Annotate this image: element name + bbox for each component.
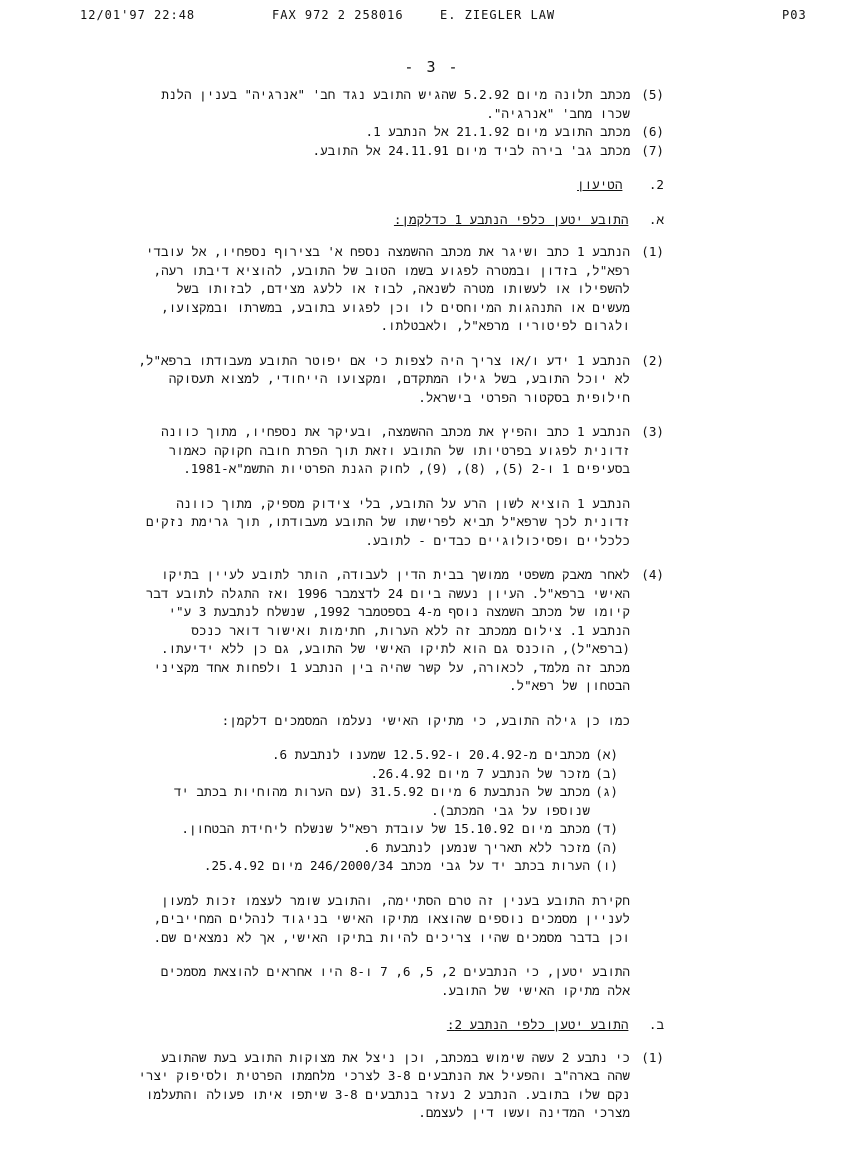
paragraph-text: [64, 566, 630, 696]
text-line: הנתבע 1 ידע ו/או צריך היה לצפות כי אם יפוטר התובע מעבודתו ברפא"ל,: [138, 352, 630, 368]
section-number: 2.: [648, 177, 664, 192]
subsection-letter: א.: [648, 211, 664, 227]
fax-date-time: 12/01'97 22:48: [80, 8, 196, 22]
fax-page-code: P03: [782, 8, 807, 22]
numbered-paragraph: [64, 1049, 664, 1123]
text-line: מעשים או התנהגות המיוחסים לו וכן לפגוע בתובע, במשרתו ובמקצועו,: [161, 299, 630, 315]
list-item: [64, 765, 618, 784]
text-line: הנתבע 1 כתב והפיץ את מכתב ההשמצה, ובעיקר את נספחיו, מתוך כוונה: [161, 424, 630, 439]
text-line: ולגרום לפיטוריו מרפא"ל, ולאבטלתו.: [380, 318, 630, 333]
text-line: חקירת התובע בענין זה טרם הסתיימה, והתובע שומר לעצמו זכות למעון: [161, 892, 630, 908]
text-line: רפא"ל, בזדון ובמטרה לפגוע בשמו הטוב של התובע, להוציא דיבתו רעה,: [153, 262, 630, 278]
fax-header: [0, 8, 864, 28]
exhibit-text: מכתב גב' בירה לביד מיום 24.11.91 אל התובע.: [312, 142, 631, 158]
text-line: להשפילו או לעשותו מטרה לשנאה, לבוז או ללעג מצידם, לבזותו בשל: [176, 281, 630, 296]
text-line: מצרכי המדינה ועשו דין לעצמם.: [418, 1105, 630, 1120]
paragraph-number: (1): [641, 244, 664, 259]
list-item-letter: (ו): [595, 858, 618, 873]
text-line: (ברפא"ל), הוכנס גם הוא לתיקו האישי של התובע, גם כן ללא ידיעתו.: [161, 641, 630, 656]
text-line: מכתב של הנתבעת 6 מיום 31.5.92 (עם הערות מהוחיות בכתב יד: [173, 784, 590, 799]
paragraph-number: (1): [641, 1049, 664, 1065]
subsection-letter: ב.: [648, 1017, 664, 1032]
text-line: הנתבע 1 הוציא לשון הרע על התובע, בלי צידוק מספיק, מתוך כוונה: [176, 495, 630, 511]
fax-number: FAX 972 2 258016: [272, 8, 404, 22]
list-item: [64, 746, 618, 765]
text-line: מכתב זה מלמד, לכאורה, על קשר שהיה בין הנתבע 1 ולפחות אחד מקציני: [153, 659, 630, 675]
text-line: אלה מתיקו האישי של התובע.: [440, 982, 630, 998]
list-item-text: מכתב מיום 15.10.92 של עובדת רפא"ל שנשלח ליחידת הבטחון.: [181, 821, 590, 836]
list-item-text: מכתבים מ-20.4.92 ו-12.5.92 שמענו לנתבעת 6.: [271, 747, 590, 762]
section-title: הטיעון: [577, 177, 623, 192]
section-heading: [64, 176, 664, 195]
list-item-letter: (ה): [595, 839, 618, 855]
paragraph-text: [64, 423, 630, 479]
exhibit-text-continued: שכרו מחב' "אנרגיה".: [486, 105, 630, 121]
text-line: הנתבע 1 כתב ושיגר את מכתב ההשמצה נספח א' בצירוף נספחיו, אל עובדי: [145, 244, 630, 259]
text-line: זדונית לכך שרפא"ל תביא לפרישתו של התובע מעבודתו, תוך גרימת נזקים: [146, 514, 630, 529]
exhibit-text: מכתב התובע מיום 21.1.92 אל הנתבע 1.: [365, 124, 631, 139]
text-line: קיומו של מכתב השמצה נוסף מ-4 בספטמבר 1992, שנשלח לנתבעת 3 ע"י: [168, 604, 630, 619]
exhibit-text: מכתב תלונה מיום 5.2.92 שהגיש התובע נגד חב' "אנרגיה" בענין הלנת: [161, 87, 631, 102]
exhibit-number: (6): [641, 124, 664, 139]
list-item-letter: (א): [595, 747, 618, 762]
text-line: התובע יטען, כי הנתבעים 2, 5, 6, 7 ו-8 היו אחראים להוצאת מסמכים: [160, 964, 630, 979]
exhibit-item: [64, 123, 664, 142]
text-line: שהה בארה"ב והפעיל את הנתבעים 3-8 לצרכי מלחמתו הפרטית ולסיפוק יצרי: [138, 1068, 630, 1083]
text-line: כלכליים ופסיכולוגיים כבדים - לתובע.: [365, 532, 630, 548]
subsection-heading: [64, 1016, 664, 1035]
list-item-text: מזכר של הנתבע 7 מיום 26.4.92.: [370, 765, 590, 781]
numbered-paragraph: [64, 352, 664, 408]
text-line: שנוספו על גבי המכתב).: [431, 802, 590, 818]
text-line: וכן בדבר מסמכים שהיו צריכים להיות בתיקו האישי, אך לא נמצאים שם.: [153, 929, 630, 945]
list-item-text: [64, 783, 590, 820]
numbered-paragraph: [64, 423, 664, 479]
text-line: כי נתבע 2 עשה שימוש במכתב, וכן ניצל את מצוקות התובע בעת שהתובע: [161, 1049, 630, 1065]
exhibit-item: [64, 86, 664, 105]
paragraph-number: (3): [641, 424, 664, 439]
paragraph-number: (2): [641, 352, 664, 368]
exhibit-item: [64, 142, 664, 161]
list-item-text: מזכר ללא תאריך שנמען לנתבעת 6.: [363, 839, 590, 855]
text-line: לעניין מסמכים נוספים שהוצאו מתיקו האישי בניגוד לנהלים המחייבים,: [153, 911, 630, 926]
text-line: לאחר מאבק משפטי ממושך בבית הדין לעבודה, הותר לתובע לעיין בתיקו: [161, 567, 630, 582]
text-line: חילופית בסקטור הפרטי בישראל.: [418, 389, 630, 405]
subsection-heading: [64, 211, 664, 230]
exhibit-number: (5): [641, 87, 664, 102]
text-line: האישי ברפא"ל. העיון נעשה ביום 24 לדצמבר 1996 ואז התגלה לתובע דבר: [145, 585, 630, 601]
subsection-title: התובע יטען כלפי הנתבע 1 כדלקמן:: [393, 211, 629, 227]
page-number: - 3 -: [404, 58, 460, 76]
list-item-letter: (ב): [595, 765, 618, 781]
paragraph-number: (4): [641, 567, 664, 582]
numbered-paragraph: [64, 566, 664, 696]
fax-sender-firm: E. ZIEGLER LAW: [440, 8, 556, 22]
list-item: [64, 820, 618, 839]
list-item-letter: (ד): [595, 821, 618, 836]
investigation-paragraph: [64, 892, 664, 948]
list-item: [64, 783, 618, 820]
claim-paragraph: [64, 963, 664, 1000]
missing-documents-intro: כמו כן גילה התובע, כי מתיקו האישי נעלמו המסמכים דלקמן:: [221, 712, 630, 728]
subsection-title: התובע יטען כלפי הנתבע 2:: [446, 1017, 629, 1032]
list-item-letter: (ג): [595, 784, 618, 799]
continuation-paragraph: [64, 495, 664, 551]
list-item: [64, 857, 618, 876]
missing-documents-list: [64, 746, 664, 876]
list-item-text: הערות בכתב יד על גבי מכתב 246/2000/34 מיום 25.4.92.: [203, 858, 590, 873]
text-line: הבטחון של רפא"ל.: [508, 678, 630, 693]
paragraph-text: [64, 1049, 630, 1123]
exhibit-list: [64, 86, 664, 160]
list-item: [64, 839, 618, 858]
exhibit-number: (7): [641, 142, 664, 158]
text-line: נקם שלו בתובע. הנתבע 2 נעזר בנתבעים 3-8 שיתפו איתו פעולה והתעלמו: [145, 1086, 630, 1102]
document-body: [64, 86, 664, 1139]
text-line: בסעיפים 1 ו-2 (5), (8), (9), לחוק הגנת הפרטיות התשמ"א-1981.: [183, 461, 630, 476]
paragraph-text: [64, 352, 630, 408]
text-line: לא יוכל התובע, בשל גילו המתקדם, ומקצועו הייחודי, למצוא תעסוקה: [168, 371, 630, 386]
paragraph-text: [64, 243, 630, 336]
text-line: זדונית לפגוע בפרטיותו של התובע וזאת תוך הפרת חובה חקוקה כאמור: [168, 442, 630, 458]
text-line: הנתבע 1. צילום ממכתב זה ללא הערות, חתימות ואישור דואר כנכס: [191, 622, 630, 638]
numbered-paragraph: [64, 243, 664, 336]
